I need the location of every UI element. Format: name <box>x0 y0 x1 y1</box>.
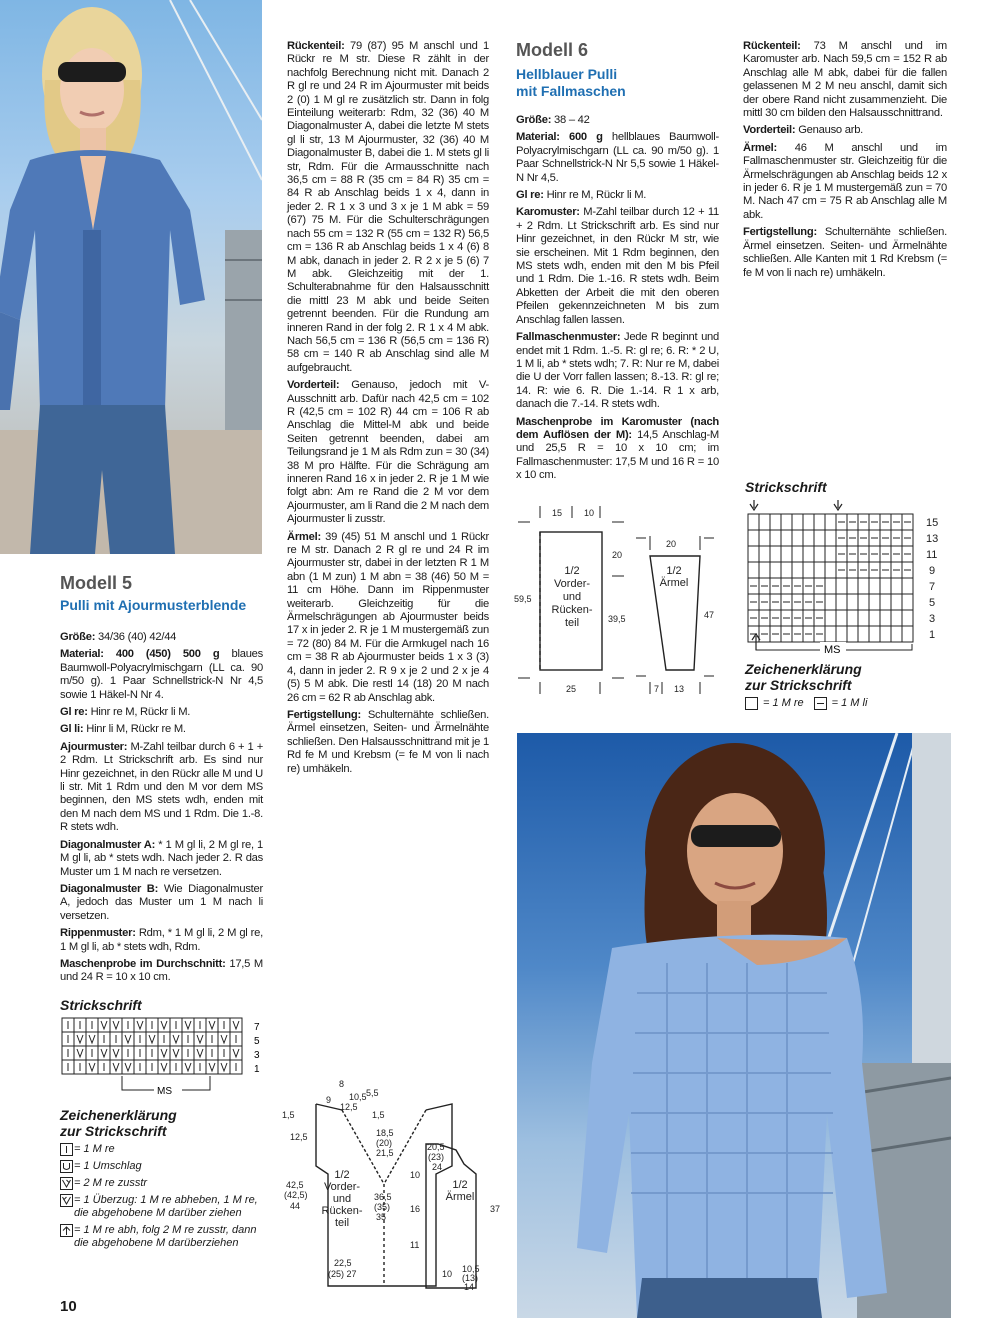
row-label: 3 <box>254 1050 260 1061</box>
legend-text: = 1 M li <box>831 697 868 709</box>
instruction-block <box>60 839 263 879</box>
instruction-block <box>287 531 489 705</box>
modell-6-instructions-left <box>516 114 719 487</box>
chart-cell <box>891 610 902 626</box>
chart-cell <box>792 562 803 578</box>
chart-cell <box>825 530 836 546</box>
chart-cell <box>847 626 858 642</box>
row-label: 1 <box>929 629 936 641</box>
chart-cell <box>825 578 836 594</box>
measure-label: 8 <box>339 1079 345 1089</box>
modell-6-legend <box>745 697 867 710</box>
instruction-block <box>60 631 263 644</box>
instruction-block <box>743 142 947 222</box>
instruction-block <box>60 958 263 985</box>
measure-label: (35) <box>374 1202 391 1212</box>
instruction-label: Gl li: <box>60 723 84 736</box>
chart-cell <box>836 626 847 642</box>
measure-label: 18,5 <box>376 1128 394 1138</box>
sk2p-icon <box>60 1224 74 1237</box>
k2tog-icon <box>60 1177 74 1190</box>
measure-label: (25) 27 <box>328 1269 357 1279</box>
instruction-block <box>516 114 719 127</box>
measure-label: 36,5 <box>374 1192 392 1202</box>
measure-label: 13 <box>674 684 685 694</box>
instruction-text: Genauso arb. <box>795 124 864 137</box>
chart-cell <box>748 514 759 530</box>
measure-label: 5,5 <box>366 1088 379 1098</box>
legend-text: = 2 M re zusstr <box>74 1177 148 1189</box>
measure-label: 42,5 <box>286 1180 304 1190</box>
instruction-label: Vorderteil: <box>287 379 340 392</box>
modell-5-legend <box>60 1143 260 1250</box>
chart-cell <box>902 626 913 642</box>
measure-label: 7 <box>654 684 660 694</box>
chart-cell <box>858 626 869 642</box>
instruction-text: 17,5 M und 24 R = 10 x 10 cm. <box>60 957 263 984</box>
instruction-block <box>743 226 947 280</box>
modell-5-instructions-middle <box>287 40 489 780</box>
instruction-label: Fertigstellung: <box>287 708 361 721</box>
chart-cell <box>803 514 814 530</box>
legend-item-knit <box>60 1143 260 1156</box>
instruction-label: Rippenmuster: <box>60 927 136 940</box>
ms-label: MS <box>157 1086 172 1097</box>
chart-cell <box>814 530 825 546</box>
instruction-text: Schulternähte schließen. Ärmel einsetzen. Seiten- und Ärmelnähte schließen. Alle Kanten mit 1 Rd Krebsm (= fe M von li nach re) umhäkeln. <box>743 226 947 279</box>
modell-5-title: Modell 5 <box>60 573 133 593</box>
chart-cell <box>880 594 891 610</box>
row-label: 3 <box>929 613 936 625</box>
piece-label: teil <box>334 1217 350 1229</box>
legend-item-sk2p <box>60 1224 260 1250</box>
chart-cell <box>748 530 759 546</box>
instruction-block <box>743 124 947 137</box>
instruction-block <box>60 648 263 702</box>
measure-label: 12,5 <box>290 1132 308 1142</box>
instruction-block <box>516 206 719 327</box>
chart-cell <box>792 530 803 546</box>
chart-cell <box>792 546 803 562</box>
measure-label: 37 <box>490 1204 501 1214</box>
measure-label: 10 <box>410 1170 421 1180</box>
chart-cell <box>825 546 836 562</box>
row-label: 5 <box>254 1036 260 1047</box>
chart-cell <box>781 546 792 562</box>
legend-title-line-2: zur Strickschrift <box>745 677 852 693</box>
chart-cell <box>803 530 814 546</box>
instruction-text: Hinr re M, Rückr li M. <box>543 189 647 202</box>
instruction-text: Schulternähte schließen. Ärmel einsetzen, Seiten- und Ärmelnähte schließen. Den Halsausschnittrand mit je 1 Rd fe M und Krebsm (= fe M von li nach re) umhäkeln. <box>287 708 489 775</box>
instruction-block <box>287 40 489 375</box>
modell-6-chart-title: Strickschrift <box>745 479 827 495</box>
yarn-over-icon <box>60 1160 74 1173</box>
instruction-text: 79 (87) 95 M anschl und 1 Rückr re M str. Diese R zählt in der nachfolg Berechnung nicht mit. Danach 2 R gl re und 24 R im Ajourmuster mit beids 2 (0) 1 M gl re zusätzlich str. Dann in folg Einteilung weiterarb: Rdm, 32 (36) 40 M Diagonalmuster A, dabei die letzte M stets gl li str, 13 M Ajourmuster, 32 (36) 40 M Diagonalmuster B, dabei die 1. M stets gl li str, Rdm. Für die Armausschnitte nach 36,5 cm = 88 R (35 cm = 84 R) 35 cm = 84 R ab Anschlag beids 1 x 4, dann in jeder 2. R 1 x 3 und 3 x je 1 M abk = 59 (67) 75 M. Für die Schulterschrägungen nach 55 cm = 132 R (55 cm = 132 R) 56,5 cm = 136 R ab Anschlag beids 1 x 4 (6) 8 M abk, danach in jeder 2. R 2 x je 5 (6) 7 M abk. Gleichzeitig mit der 1. Schulterabnahme für den Halsausschnitt die mittl 23 M abk und beide Seiten getrennt beenden. Für die Rundung am inneren Rand in der folg 2. R 1 x 4 M abk. Nach 56,5 cm = 136 R (56,5 cm = 136 R) 58 cm = 140 R ab Anschlag sind alle M aufgebraucht. <box>287 40 489 374</box>
instruction-label: Ärmel: <box>743 141 777 154</box>
chart-cell <box>902 578 913 594</box>
modell-5-stitch-chart <box>60 1014 270 1102</box>
instruction-block <box>516 189 719 202</box>
row-label: 7 <box>929 581 936 593</box>
purl-stitch-icon <box>814 697 828 710</box>
page-number: 10 <box>60 1298 77 1315</box>
chart-cell <box>825 626 836 642</box>
chart-cell <box>902 594 913 610</box>
skp-icon <box>60 1194 74 1207</box>
arrow-down-icon <box>834 500 842 510</box>
instruction-text: blaues Baumwoll-Polyacrylmischgarn (LL ca. 90 m/50 g). 1 Paar Schnellstrick-N Nr 4,5 sowie 1 Häkel-N Nr 4. <box>60 648 263 701</box>
chart-cell <box>770 514 781 530</box>
chart-cell <box>759 514 770 530</box>
instruction-text: 46 M anschl und im Fallmaschenmuster str. Gleichzeitig für die Ärmelschrägungen ab Anschlag beids 12 x in jeder 6. R je 1 M mustergemäß zun = 70 M. Nach 47 cm = 75 R ab Anschlag alle M abk. <box>743 141 947 221</box>
chart-cell <box>869 610 880 626</box>
piece-label: Ärmel <box>445 1191 475 1203</box>
chart-cell <box>814 546 825 562</box>
instruction-block <box>516 131 719 185</box>
measure-label: 1,5 <box>282 1110 295 1120</box>
row-label: 5 <box>929 597 936 609</box>
measure-label: 15 <box>552 508 563 518</box>
chart-grid <box>62 1018 242 1074</box>
modell-6-legend-title <box>745 661 862 693</box>
chart-cell <box>825 562 836 578</box>
chart-cell <box>825 610 836 626</box>
knit-stitch-icon <box>60 1143 74 1156</box>
instruction-label: Material: 600 g <box>516 131 603 144</box>
modell-5-instructions-left <box>60 631 263 989</box>
measure-label: 20,5 <box>427 1142 445 1152</box>
chart-grid <box>748 514 913 642</box>
measure-label: 47 <box>704 610 715 620</box>
instruction-text: Genauso, jedoch mit V-Ausschnitt arb. Dafür nach 42,5 cm = 102 R (42,5 cm = 102 R) 44 cm = 106 R ab Anschlag die Mittel-M abk und beide Seiten getrennt beenden, dabei am Teilungsrand je 1 M als Rdm zun = 30 (34) 38 M pro Hälfte. Für die Schrägung am inneren Rand 16 x in jeder 2. R je 1 M wie folgt abn: Am re Rand die 2 M vor dem Ajourmuster, am li Rand die 2 M nach dem Ajourmuster li zusstr. <box>287 379 489 526</box>
instruction-label: Material: 400 (450) 500 g <box>60 648 220 661</box>
measure-label: 39,5 <box>608 614 626 624</box>
instruction-block <box>516 331 719 411</box>
piece-label: 1/2 <box>334 1169 350 1181</box>
photo-modell-6 <box>517 733 951 1318</box>
piece-label: Rücken- <box>551 604 593 616</box>
chart-cell <box>836 578 847 594</box>
instruction-label: Fertigstellung: <box>743 226 817 239</box>
instruction-text: 38 – 42 <box>551 114 590 126</box>
instruction-block <box>287 709 489 776</box>
legend-item-k2tog <box>60 1177 260 1190</box>
chart-cell <box>748 546 759 562</box>
instruction-label: Gl re: <box>60 706 88 719</box>
chart-cell <box>759 546 770 562</box>
instruction-text: 73 M anschl und im Karomuster arb. Nach 59,5 cm = 152 R ab Anschlag alle M abk, dabei für die fallen gelassenen M 2 M neu anschl, damit sich der obere Rand nicht zusammenzieht. Die mittl 30 cm bilden den Halsausschnittrand. <box>743 40 947 120</box>
measure-label: 9 <box>326 1095 332 1105</box>
instruction-text: Hinr re M, Rückr li M. <box>87 706 191 719</box>
chart-cell <box>825 594 836 610</box>
chart-cell <box>869 594 880 610</box>
chart-cell <box>891 594 902 610</box>
measure-label: 25 <box>566 684 577 694</box>
row-label: 13 <box>926 533 939 545</box>
instruction-text: Wie Diagonalmuster A, jedoch das Muster um 1 M nach li versetzen. <box>60 882 263 922</box>
instruction-block <box>60 927 263 954</box>
modell-6-subtitle <box>516 66 626 100</box>
legend-text: = 1 M re <box>74 1143 115 1155</box>
measure-label: 10,5 <box>462 1264 480 1274</box>
legend-item-ssk <box>60 1194 260 1220</box>
chart-cell <box>891 626 902 642</box>
instruction-block <box>60 723 263 736</box>
chart-cell <box>770 530 781 546</box>
instruction-block <box>516 416 719 483</box>
chart-cell <box>836 594 847 610</box>
instruction-label: Gl re: <box>516 189 544 202</box>
chart-cell <box>814 562 825 578</box>
chart-cell <box>759 562 770 578</box>
measure-label: 20 <box>666 539 677 549</box>
chart-cell <box>869 626 880 642</box>
legend-text: = 1 M re abh, folg 2 M re zusstr, dann die abgehobene M darüberziehen <box>74 1224 257 1249</box>
instruction-label: Diagonalmuster B: <box>60 882 159 895</box>
piece-label: Vorder- <box>323 1181 361 1193</box>
measure-label: 35 <box>376 1212 387 1222</box>
instruction-label: Fallmaschenmuster: <box>516 331 621 344</box>
modell-5-chart-title: Strickschrift <box>60 997 142 1013</box>
measure-label: 16 <box>410 1204 421 1214</box>
instruction-text: Jede R beginnt und endet mit 1 Rdm. 1.-5. R: gl re; 6. R: * 2 U, 1 M li, ab * stets wdh; 7. R: Nur re M, dabei die U der Vorr fallen lassen; 8.-13. R: gl re; 14. R: wie 6. R. Die 1.-14. R 1 x arb, danach die 7.-14. R stets wdh. <box>516 331 719 411</box>
chart-cell <box>847 594 858 610</box>
measure-label: (13) <box>462 1273 479 1283</box>
row-label: 9 <box>929 565 936 577</box>
legend-title-line-2: zur Strickschrift <box>60 1123 167 1139</box>
instruction-label: Rückenteil: <box>743 40 801 52</box>
modell-5-schematic <box>276 1078 512 1300</box>
photo-modell-5 <box>0 0 262 554</box>
piece-label: Ärmel <box>659 577 689 589</box>
chart-cell <box>781 562 792 578</box>
measure-label: (42,5) <box>284 1190 308 1200</box>
row-label: 11 <box>926 549 938 561</box>
chart-cell <box>836 610 847 626</box>
legend-title-line-1: Zeichenerklärung <box>60 1107 177 1123</box>
chart-cell <box>880 610 891 626</box>
instruction-label: Karomuster: <box>516 206 580 219</box>
instruction-label: Diagonalmuster A: <box>60 838 156 851</box>
chart-cell <box>858 594 869 610</box>
chart-cell <box>858 578 869 594</box>
instruction-label: Vorderteil: <box>743 124 796 137</box>
instruction-text: M-Zahl teilbar durch 12 + 11 + 2 Rdm. Lt Strickschrift arb. Es sind nur Hinr gezeichnet, in den Rückr M str, wie sie erscheinen. Mit 1 Rdm beginnen, den MS stets wdh, enden mit den M bis Pfeil und 1 Rdm. Die 1.-16. R stets wdh. Beim Abketten der Arbeit die mit den oberen Pfeilen gekennzeichneten M bis zum Anschlag fallen lassen. <box>516 206 719 326</box>
measure-label: 59,5 <box>514 594 532 604</box>
piece-label: und <box>332 1193 352 1205</box>
piece-label: 1/2 <box>452 1179 468 1191</box>
legend-item-yarn-over <box>60 1160 260 1173</box>
instruction-block <box>287 379 489 526</box>
instruction-text: Rdm, * 1 M gl li, 2 M gl re, 1 M gl li, ab * stets wdh, Rdm. <box>60 927 263 953</box>
instruction-label: Größe: <box>516 114 552 126</box>
instruction-label: Ärmel: <box>287 530 321 543</box>
instruction-block <box>743 40 947 120</box>
chart-cell <box>880 626 891 642</box>
chart-cell <box>759 530 770 546</box>
chart-cell <box>770 562 781 578</box>
piece-label: teil <box>564 617 580 629</box>
instruction-label: Rückenteil: <box>287 40 345 52</box>
legend-text: = 1 M re <box>763 697 804 709</box>
model-5-illustration <box>0 0 262 554</box>
arrow-down-icon <box>750 500 758 510</box>
measure-label: (20) <box>376 1138 393 1148</box>
chart-cell <box>847 610 858 626</box>
modell-6-schematic <box>508 498 728 703</box>
piece-label: 1/2 <box>666 565 682 577</box>
subtitle-line-1: Hellblauer Pulli <box>516 66 618 82</box>
legend-title-line-1: Zeichenerklärung <box>745 661 862 677</box>
measure-label: 14 <box>464 1282 475 1292</box>
piece-label: 1/2 <box>564 565 580 577</box>
piece-label: und <box>562 591 582 603</box>
instruction-text: Hinr li M, Rückr re M. <box>83 723 186 736</box>
measure-label: 20 <box>612 550 623 560</box>
instruction-label: Ajourmuster: <box>60 740 128 753</box>
modell-6-title: Modell 6 <box>516 40 589 60</box>
measure-label: 22,5 <box>334 1258 352 1268</box>
measure-label: 10,5 <box>349 1092 367 1102</box>
modell-5-legend-title <box>60 1107 177 1139</box>
row-label: 7 <box>254 1022 260 1033</box>
chart-cell <box>869 578 880 594</box>
chart-cell <box>847 578 858 594</box>
chart-cell <box>770 546 781 562</box>
knit-stitch-icon <box>745 697 759 710</box>
chart-cell <box>792 514 803 530</box>
legend-text: = 1 Umschlag <box>74 1160 142 1172</box>
ms-label: MS <box>824 644 841 654</box>
instruction-text: 39 (45) 51 M anschl und 1 Rückr re M str. Danach 2 R gl re und 24 R im Ajourmuster str, dabei in der letzten R 1 M abn (1 M zun) 1 M abn = 38 (46) 50 M = 11 cm Höhe. Dann im Rippenmuster weiterarb. Gleichzeitig für die Ärmelschrägungen ab Ajourmuster beids 17 x in jeder 2. R je 1 M mustergemäß zun = 72 (80) 84 M. Für die Armkugel nach 16 cm = 38 R ab Ajourmuster beids 1 x 3 (3) 4, dann in jeder 2. R 9 x je 2 und 2 x je 4 (5) 5 M abk. Die restl 14 (18) 20 M nach 26 cm = 62 R ab Anschlag abk. <box>287 530 489 704</box>
row-label: 1 <box>254 1064 260 1075</box>
chart-cell <box>902 610 913 626</box>
legend-text: = 1 Überzug: 1 M re abheben, 1 M re, die abgehobene M darüber ziehen <box>74 1194 258 1219</box>
instruction-block <box>60 706 263 719</box>
instruction-text: * 1 M gl li, 2 M gl re, 1 M gl li, ab * stets wdh. Nach jeder 2. R das Muster um 1 M nach re versetzen. <box>60 838 263 878</box>
chart-cell <box>803 546 814 562</box>
measure-label: (23) <box>428 1152 445 1162</box>
modell-6-instructions-right <box>743 40 947 284</box>
chart-cell <box>880 578 891 594</box>
subtitle-line-2: mit Fallmaschen <box>516 83 626 99</box>
modell-5-subtitle: Pulli mit Ajourmusterblende <box>60 597 247 613</box>
instruction-text: 14,5 Anschlag-M und 25,5 R = 10 x 10 cm; im Fallmaschenmuster: 17,5 M und 16 R = 10 x 10 cm. <box>516 428 719 482</box>
chart-cell <box>781 514 792 530</box>
chart-cell <box>814 514 825 530</box>
chart-cell <box>858 610 869 626</box>
instruction-text: 34/36 (40) 42/44 <box>95 631 177 643</box>
instruction-label: Größe: <box>60 631 96 643</box>
instruction-text: hellblaues Baumwoll-Polyacrylmischgarn (LL ca. 90 m/50 g). 1 Paar Schnellstrick-N Nr 5,5 sowie 1 Häkel-N Nr 4,5. <box>516 131 719 184</box>
modell-6-stitch-chart <box>740 494 952 654</box>
instruction-block <box>60 741 263 835</box>
chart-cell <box>825 514 836 530</box>
instruction-label: Maschenprobe im Karomuster (nach dem Auflösen der M): <box>516 415 719 441</box>
chart-cell <box>748 562 759 578</box>
measure-label: 11 <box>410 1240 420 1250</box>
measure-label: 12,5 <box>340 1102 358 1112</box>
piece-label: Vorder- <box>553 578 591 590</box>
chart-cell <box>891 578 902 594</box>
model-6-illustration <box>517 733 951 1318</box>
instruction-block <box>60 883 263 923</box>
piece-label: Rücken- <box>321 1205 363 1217</box>
measure-label: 10 <box>442 1269 453 1279</box>
measure-label: 24 <box>432 1162 443 1172</box>
chart-cell <box>781 530 792 546</box>
instruction-text: M-Zahl teilbar durch 6 + 1 + 2 Rdm. Lt Strickschrift arb. Es sind nur Hinr gezeichnet, in den Rückr alle M und U li str. Mit 1 Rdm und den M vor dem MS beginnen, den MS stets wdh, enden mit den M nach dem MS und 1 Rdm. Die 1.-8. R stets wdh. <box>60 740 263 834</box>
measure-label: 21,5 <box>376 1148 394 1158</box>
measure-label: 44 <box>290 1201 301 1211</box>
measure-label: 1,5 <box>372 1110 385 1120</box>
chart-cell <box>803 562 814 578</box>
row-label: 15 <box>926 517 939 529</box>
measure-label: 10 <box>584 508 595 518</box>
instruction-label: Maschenprobe im Durchschnitt: <box>60 957 226 970</box>
